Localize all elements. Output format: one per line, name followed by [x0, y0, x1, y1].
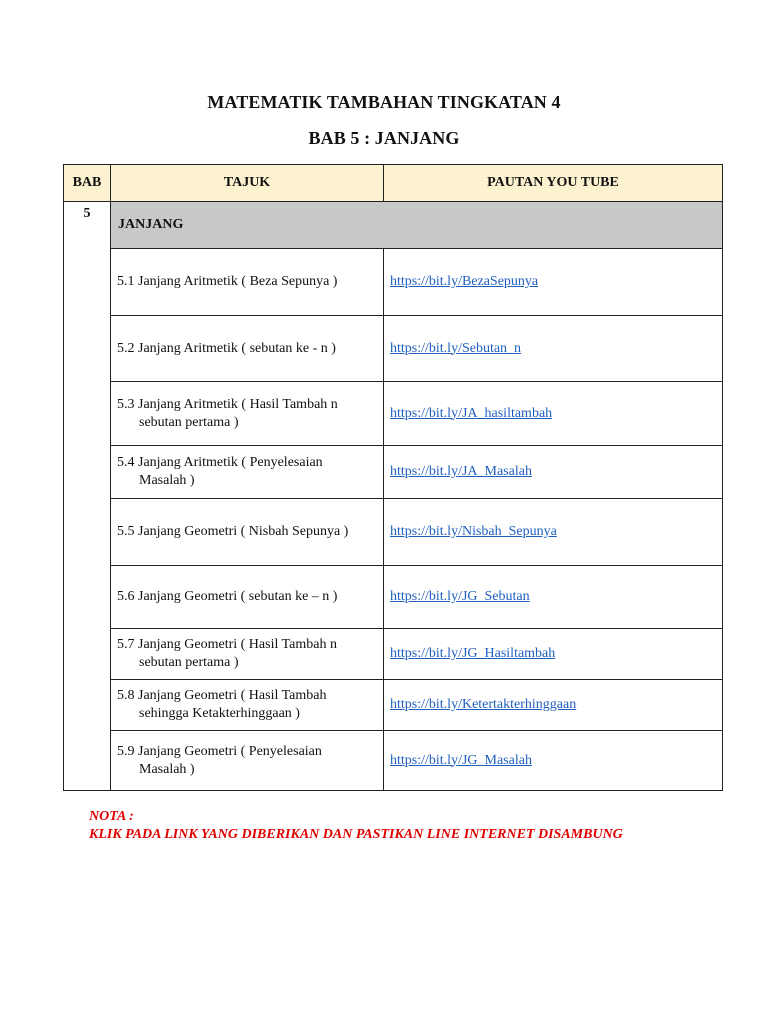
table-row: [64, 680, 723, 731]
topic-cell: [111, 499, 384, 566]
topic-line2: sebutan pertama ): [139, 655, 239, 670]
table-row: [64, 566, 723, 629]
youtube-link[interactable]: https://bit.ly/Nisbah_Sepunya: [390, 524, 557, 539]
topic-line2: sebutan pertama ): [139, 414, 239, 430]
note-text: KLIK PADA LINK YANG DIBERIKAN DAN PASTIKAN LINE INTERNET DISAMBUNG: [89, 827, 623, 842]
table-row: [64, 446, 723, 499]
header-bab: BAB: [64, 165, 111, 202]
section-title: JANJANG: [111, 202, 723, 249]
topic-line1: 5.1 Janjang Aritmetik ( Beza Sepunya ): [117, 274, 338, 289]
table-row: [64, 249, 723, 316]
bab-number: 5: [64, 202, 111, 791]
topic-line1: 5.5 Janjang Geometri ( Nisbah Sepunya ): [117, 524, 349, 539]
table-row: [64, 629, 723, 680]
link-cell: [384, 680, 723, 731]
topic-line1: 5.9 Janjang Geometri ( Penyelesaian: [117, 743, 322, 759]
header-pautan: PAUTAN YOU TUBE: [384, 165, 723, 202]
youtube-link[interactable]: https://bit.ly/JG_Sebutan: [390, 589, 530, 604]
link-cell: [384, 566, 723, 629]
note-block: [89, 808, 623, 844]
topic-link-table: [63, 164, 723, 791]
youtube-link[interactable]: https://bit.ly/JG_Masalah: [390, 752, 532, 768]
table-row: [64, 382, 723, 446]
youtube-link[interactable]: https://bit.ly/Sebutan_n: [390, 340, 522, 356]
table-row: [64, 316, 723, 382]
topic-line1: 5.7 Janjang Geometri ( Hasil Tambah n: [117, 637, 337, 652]
document-title: MATEMATIK TAMBAHAN TINGKATAN 4: [207, 92, 561, 112]
youtube-link[interactable]: https://bit.ly/BezaSepunya: [390, 274, 539, 289]
table-row: [64, 731, 723, 791]
topic-cell: [111, 566, 384, 629]
link-cell: [384, 629, 723, 680]
table-row: [64, 499, 723, 566]
topic-line1: 5.4 Janjang Aritmetik ( Penyelesaian: [117, 455, 323, 470]
topic-cell: [111, 382, 384, 446]
link-cell: [384, 446, 723, 499]
topic-cell: [111, 731, 384, 791]
topic-line2: sehingga Ketakterhinggaan ): [139, 706, 300, 721]
topic-line2: Masalah ): [139, 473, 195, 488]
youtube-link[interactable]: https://bit.ly/Ketertakterhinggaan: [390, 697, 577, 712]
topic-cell: [111, 249, 384, 316]
link-cell: [384, 382, 723, 446]
topic-line1: 5.8 Janjang Geometri ( Hasil Tambah: [117, 688, 327, 703]
youtube-link[interactable]: https://bit.ly/JG_Hasiltambah: [390, 646, 556, 661]
link-cell: [384, 249, 723, 316]
section-row: [64, 202, 723, 249]
topic-line1: 5.6 Janjang Geometri ( sebutan ke – n ): [117, 589, 338, 604]
youtube-link[interactable]: https://bit.ly/JA_hasiltambah: [390, 405, 553, 421]
topic-cell: [111, 316, 384, 382]
topic-line1: 5.2 Janjang Aritmetik ( sebutan ke - n ): [117, 340, 336, 356]
table-header-row: [64, 165, 723, 202]
topic-cell: [111, 680, 384, 731]
header-tajuk: TAJUK: [111, 165, 384, 202]
youtube-link[interactable]: https://bit.ly/JA_Masalah: [390, 464, 532, 479]
note-label: NOTA :: [89, 809, 134, 824]
topic-cell: [111, 446, 384, 499]
document-subtitle: BAB 5 : JANJANG: [308, 128, 460, 148]
link-cell: [384, 499, 723, 566]
topic-line1: 5.3 Janjang Aritmetik ( Hasil Tambah n: [117, 396, 338, 412]
link-cell: [384, 731, 723, 791]
topic-cell: [111, 629, 384, 680]
topic-line2: Masalah ): [139, 761, 195, 777]
link-cell: [384, 316, 723, 382]
